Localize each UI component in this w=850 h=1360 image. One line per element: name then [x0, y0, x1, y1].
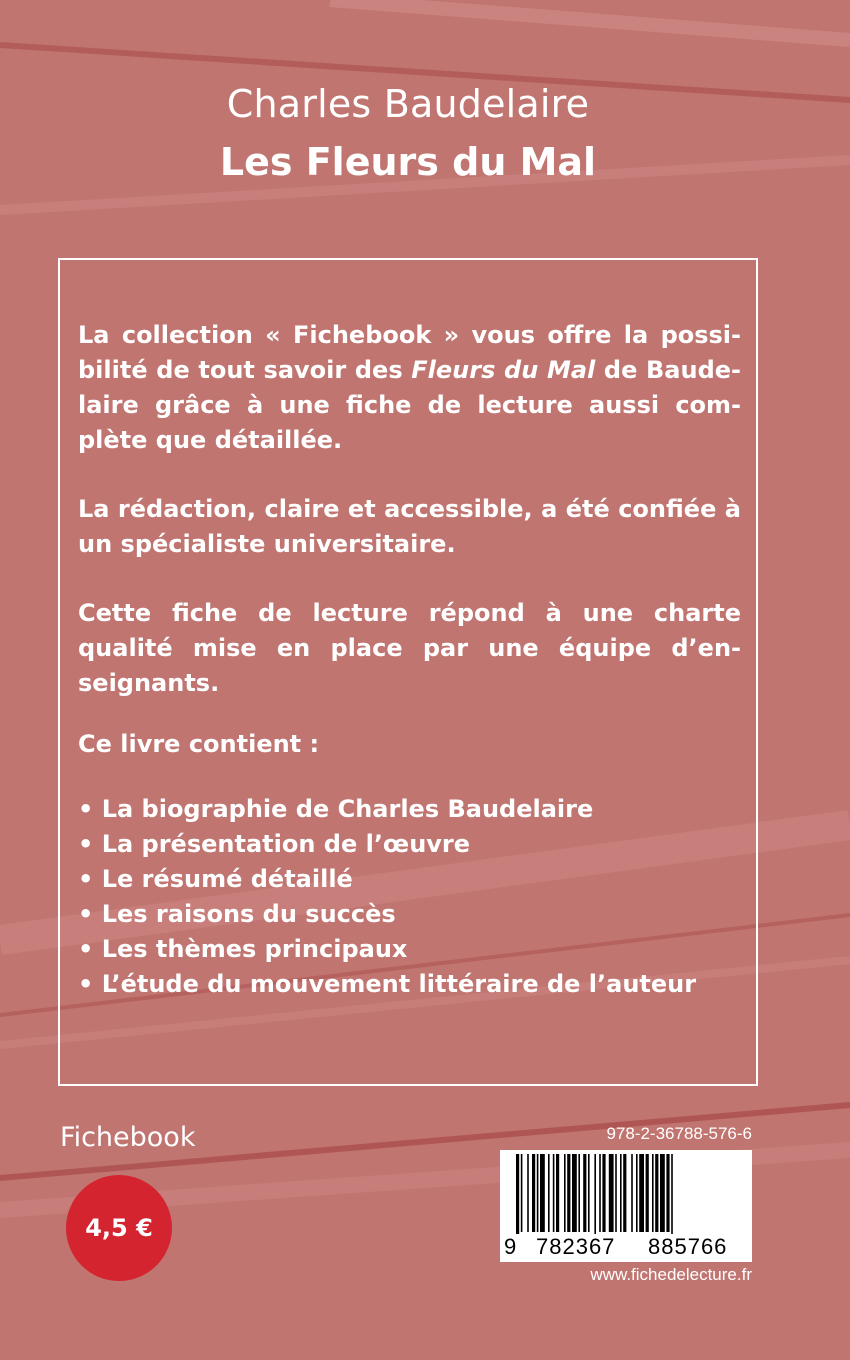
barcode-bar [620, 1154, 622, 1232]
list-item: • L’étude du mouvement littéraire de l’auteur [78, 970, 697, 998]
contents-heading: Ce livre contient : [78, 730, 320, 758]
list-item: • La présentation de l’œuvre [78, 830, 471, 858]
title-italic: Fleurs du Mal [411, 356, 596, 384]
barcode-bar [553, 1154, 555, 1232]
list-item: • Le résumé détaillé [78, 865, 353, 893]
barcode-digits [500, 1234, 752, 1260]
book-title: Les Fleurs du Mal [219, 140, 597, 184]
barcode-bar [655, 1154, 658, 1232]
barcode-bar [609, 1154, 614, 1232]
barcode-bar [564, 1154, 566, 1232]
barcode-bar [537, 1154, 539, 1232]
author-name: Charles Baudelaire [226, 82, 590, 126]
barcode-bar [578, 1154, 580, 1232]
barcode-bar [652, 1154, 654, 1232]
price-label: 4,5 € [85, 1214, 153, 1242]
barcode-bars [500, 1150, 752, 1234]
paragraph-quality: Cette fiche de lecture répond à une charte qualité mise en place par une équipe d’en-seignants. [78, 599, 741, 697]
barcode-bar [521, 1154, 523, 1232]
price-badge [66, 1175, 172, 1281]
barcode-bar [615, 1154, 617, 1232]
barcode-bar [527, 1154, 529, 1232]
website-url: www.fichedelecture.fr [590, 1265, 752, 1284]
barcode-bar [639, 1154, 644, 1232]
barcode-bar [599, 1154, 601, 1232]
barcode-bar [671, 1154, 673, 1234]
barcode-bar [583, 1154, 586, 1232]
barcode-bar [540, 1154, 545, 1232]
barcode-bar [646, 1154, 649, 1232]
barcode-bar [623, 1154, 626, 1232]
barcode-bar [631, 1154, 633, 1232]
barcode-bar [636, 1154, 638, 1232]
barcode-bar [516, 1154, 519, 1234]
barcode-left-group: 782367 [536, 1234, 616, 1259]
paragraph-redaction: La rédaction, claire et accessible, a été confiée à un spécialiste universitaire. [78, 495, 741, 558]
barcode-bar [548, 1154, 550, 1232]
description-text [78, 318, 741, 1002]
stripe [330, 0, 850, 40]
paragraph-collection: La collection « Fichebook » vous offre la possi-bilité de tout savoir des Fleurs du Mal de Baude-laire grâce à une fiche de lecture aussi com-plète que détaillée. [78, 321, 742, 454]
barcode-bar [588, 1154, 590, 1232]
barcode-bar [556, 1154, 559, 1232]
barcode-bar [594, 1154, 596, 1234]
barcode-bar [666, 1154, 669, 1232]
list-item: • Les raisons du succès [78, 900, 396, 928]
barcode [500, 1150, 752, 1262]
barcode-bar [602, 1154, 605, 1232]
barcode-bar [660, 1154, 665, 1232]
barcode-bar [567, 1154, 570, 1232]
barcode-bar [572, 1154, 577, 1232]
contents-list [78, 792, 741, 1002]
list-item: • Les thèmes principaux [78, 935, 408, 963]
barcode-first-digit: 9 [504, 1234, 518, 1259]
isbn-number: 978-2-36788-576-6 [606, 1124, 752, 1143]
publisher-name: Fichebook [60, 1122, 196, 1153]
barcode-bar [532, 1154, 535, 1232]
barcode-right-group: 885766 [648, 1234, 728, 1259]
list-item: • La biographie de Charles Baudelaire [78, 795, 594, 823]
